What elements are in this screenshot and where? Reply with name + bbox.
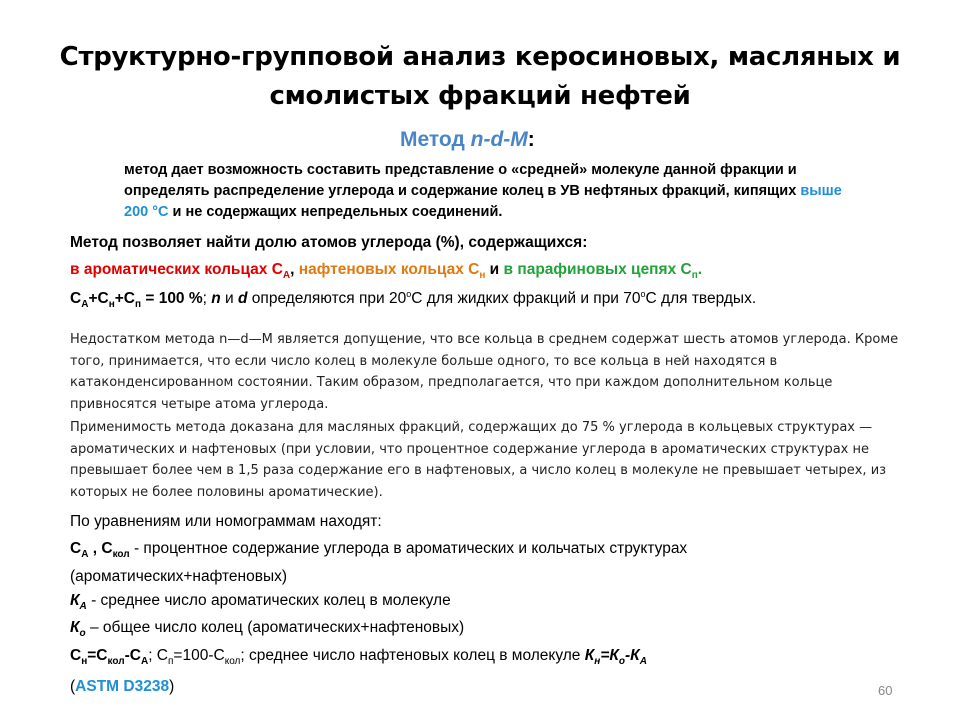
astm-name: ASTM D3238 xyxy=(75,678,170,695)
intro-text-1: метод дает возможность составить представление о «средней» молекуле данной фракции и определять распределение углерода и содержание колец в УВ нефтяных фракций, кипящих xyxy=(124,162,801,199)
ka-definition: $К_А$ - среднее число ароматических колец в молекуле xyxy=(70,592,451,613)
ca-ckol-definition: $С_А$ , $С_{кол}$ - процентное содержание углерода в ароматических и кольчатых структурах (ароматических+нафтеновых) xyxy=(70,540,688,586)
conjunction: и xyxy=(485,261,504,278)
sum-formula-line: $С_А+С_н+С_п = 100$ %; n и d определяются при $20^оС$ для жидких фракций и при $70^оС$ для твердых. xyxy=(70,289,757,311)
find-line: Метод позволяет найти долю атомов углерода (%), содержащихся: xyxy=(70,234,588,251)
carbon-distribution-line xyxy=(70,261,930,281)
method-heading xyxy=(400,128,535,152)
ko-definition: $К_о$ – общее число колец (ароматических+нафтеновых) xyxy=(70,619,465,640)
method-intro xyxy=(124,160,864,223)
aromatic-label: в ароматических кольцах $С_А$ xyxy=(70,261,291,282)
method-name: n-d-M xyxy=(470,128,528,151)
disadvantage-paragraph: Недостатком метода n—d—M является допущение, что все кольца в среднем содержат шесть атомов углерода. Кроме того, принимается, что если число колец в молекуле больше одного, то все кольца в ней находятся в катаконденсированном состоянии. Таким образом, предполагается, что при каждом дополнительном кольце привносятся четыре атома углерода. xyxy=(70,332,899,412)
slide-title: Структурно-групповой анализ керосиновых, масляных и смолистых фракций нефтей xyxy=(59,42,901,111)
page-number: 60 xyxy=(878,683,893,698)
paraffin-label: в парафиновых цепях $С_п$. xyxy=(503,261,703,282)
equations-intro: По уравнениям или номограммам находят: xyxy=(70,513,382,530)
intro-text-2: и не содержащих непредельных соединений. xyxy=(168,204,503,220)
applicability-paragraph: Применимость метода доказана для масляных фракций, содержащих до 75 % углерода в кольцевых структурах — ароматических и нафтеновых (при условии, что процентное содержание углерода в ароматических структурах не превышает более чем в 1,5 раза содержание его в нафтеновых, а число колец в молекуле не превышает четырех, из которых не более половины ароматические). xyxy=(70,420,887,500)
method-prefix: Метод xyxy=(400,128,471,151)
sum-formula: $С_А+С_н+С_п = 100$ % xyxy=(70,290,203,311)
astm-reference: (ASTM D3238) xyxy=(70,678,175,695)
naphthenic-label: нафтеновых кольцах $С_н$ xyxy=(298,261,486,282)
cn-formula-line: $С_н=С_{кол}-С_А$; $С_п=100-С_{кол}$; среднее число нафтеновых колец в молекуле $К_н=К_о-К_А$ xyxy=(70,647,647,668)
separator: , xyxy=(290,261,299,278)
intro-highlight: выше 200 °С xyxy=(124,183,842,220)
method-colon: : xyxy=(527,128,535,151)
